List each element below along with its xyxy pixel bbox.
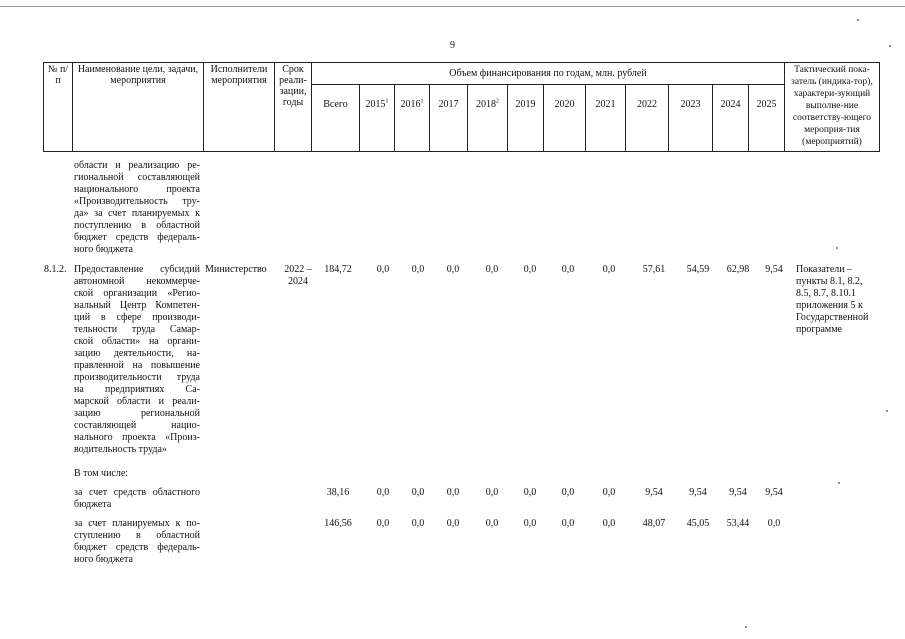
year-value: 9,54 xyxy=(689,487,707,498)
year-value: 0,0 xyxy=(411,518,425,529)
header-name: Наименование цели, задачи, мероприятия xyxy=(73,63,204,152)
header-year: 2025 xyxy=(749,85,785,152)
header-indicator: Тактический пока-затель (индика-тор), характери-зующий выполне-ние соответству-ющего мероприя-тия (мероприятий) xyxy=(785,63,880,152)
header-year: 2023 xyxy=(669,85,713,152)
year-value: 0,0 xyxy=(561,487,575,498)
year-value: 0,0 xyxy=(446,487,460,498)
total-value: 38,16 xyxy=(326,487,350,498)
scan-speck xyxy=(838,482,840,484)
text-line: Государственной xyxy=(796,312,869,323)
header-term: Срок реали-зации, годы xyxy=(275,63,312,152)
text-line: бюджета xyxy=(74,499,112,510)
header-year: 2019 xyxy=(508,85,544,152)
text-line: составляющей нацио- xyxy=(74,420,200,431)
header-year: 2024 xyxy=(713,85,749,152)
text-line: национального проекта xyxy=(74,184,200,195)
header-no: № п/п xyxy=(44,63,73,152)
header-financing: Объем финансирования по годам, млн. рублей xyxy=(312,63,785,85)
year-value: 0,0 xyxy=(485,264,499,275)
year-value: 0,0 xyxy=(485,487,499,498)
year-value: 0,0 xyxy=(602,518,616,529)
header-table xyxy=(43,62,880,152)
text-line: автономной некоммерче- xyxy=(74,276,200,287)
text-line: да» за счет планируемых к xyxy=(74,208,200,219)
total-value: 184,72 xyxy=(324,264,352,275)
subrow-federal-name xyxy=(74,518,200,566)
text-line: 8.5, 8.7, 8.10.1 xyxy=(796,288,856,299)
row-number: 8.1.2. xyxy=(44,264,67,275)
text-line: Предоставление субсидий xyxy=(74,264,200,275)
text-line: программе xyxy=(796,324,842,335)
header-year: 2016$^1$ xyxy=(395,85,430,152)
header-executors: Исполнители мероприятия xyxy=(204,63,275,152)
top-rule xyxy=(0,6,905,7)
header-year: 2022 xyxy=(626,85,669,152)
text-line: ций в сфере производи- xyxy=(74,312,200,323)
text-line: нальный Центр Компетен- xyxy=(74,300,200,311)
year-value: 0,0 xyxy=(602,264,616,275)
year-value: 62,98 xyxy=(726,264,750,275)
year-value: 0,0 xyxy=(523,518,537,529)
text-line: пункты 8.1, 8.2, xyxy=(796,276,863,287)
text-line: бюджет средств федераль- xyxy=(74,232,200,243)
scan-speck xyxy=(836,247,838,249)
header-year: 2020 xyxy=(544,85,586,152)
scan-speck xyxy=(745,626,747,628)
year-value: 0,0 xyxy=(602,487,616,498)
text-line: зацию региональной xyxy=(74,408,200,419)
header-year: 2021 xyxy=(586,85,626,152)
year-value: 0,0 xyxy=(376,487,390,498)
year-value: 9,54 xyxy=(729,487,747,498)
header-year: 2017 xyxy=(430,85,468,152)
year-value: 0,0 xyxy=(411,264,425,275)
year-value: 0,0 xyxy=(376,264,390,275)
year-value: 0,0 xyxy=(561,518,575,529)
subrow-regional-name xyxy=(74,487,200,511)
text-line: правленной на повышение xyxy=(74,360,200,371)
continuation-text xyxy=(74,160,200,256)
text-line: водительность труда» xyxy=(74,444,167,455)
header-year: 2018$^2$ xyxy=(468,85,508,152)
year-value: 0,0 xyxy=(376,518,390,529)
year-value: 0,0 xyxy=(446,264,460,275)
row-term-start: 2022 – xyxy=(284,264,312,275)
year-value: 57,61 xyxy=(642,264,666,275)
year-value: 9,54 xyxy=(645,487,663,498)
page-number: 9 xyxy=(450,40,455,51)
text-line: марской области и реали- xyxy=(74,396,200,407)
text-line: бюджет средств федераль- xyxy=(74,542,200,553)
year-value: 53,44 xyxy=(726,518,750,529)
text-line: тельности труда Самар- xyxy=(74,324,200,335)
row-executor: Министерство xyxy=(205,264,267,275)
text-line: области и реализацию ре- xyxy=(74,160,200,171)
header-year: 2015$^1$ xyxy=(360,85,395,152)
header-total: Всего xyxy=(312,85,360,152)
year-value: 45,05 xyxy=(686,518,710,529)
row-name xyxy=(74,264,200,456)
year-value: 54,59 xyxy=(686,264,710,275)
text-line: ступлению в областной xyxy=(74,530,200,541)
year-value: 9,54 xyxy=(765,487,783,498)
text-line: за счет средств областного xyxy=(74,487,200,498)
including-label: В том числе: xyxy=(74,468,129,479)
text-line: поступлению в областной xyxy=(74,220,200,231)
scan-speck xyxy=(889,45,891,47)
year-value: 0,0 xyxy=(561,264,575,275)
text-line: нального проекта «Произ- xyxy=(74,432,200,443)
text-line: за счет планируемых к по- xyxy=(74,518,200,529)
text-line: на предприятиях Са- xyxy=(74,384,200,395)
year-value: 9,54 xyxy=(765,264,783,275)
text-line: ного бюджета xyxy=(74,554,133,565)
text-line: производительности труда xyxy=(74,372,200,383)
text-line: гиональной составляющей xyxy=(74,172,200,183)
year-value: 48,07 xyxy=(642,518,666,529)
year-value: 0,0 xyxy=(767,518,781,529)
year-value: 0,0 xyxy=(446,518,460,529)
scan-speck xyxy=(886,410,888,412)
text-line: «Производительность тру- xyxy=(74,196,200,207)
text-line: Показатели – xyxy=(796,264,853,275)
text-line: зацию деятельности, на- xyxy=(74,348,200,359)
year-value: 0,0 xyxy=(485,518,499,529)
year-value: 0,0 xyxy=(523,487,537,498)
text-line: ного бюджета xyxy=(74,244,133,255)
row-indicator xyxy=(796,264,896,336)
text-line: приложения 5 к xyxy=(796,300,863,311)
row-term-end: 2024 xyxy=(288,276,308,287)
scan-speck xyxy=(857,19,859,21)
year-value: 0,0 xyxy=(411,487,425,498)
total-value: 146,56 xyxy=(324,518,352,529)
text-line: ской организации «Регио- xyxy=(74,288,200,299)
year-value: 0,0 xyxy=(523,264,537,275)
text-line: ской области» на органи- xyxy=(74,336,200,347)
